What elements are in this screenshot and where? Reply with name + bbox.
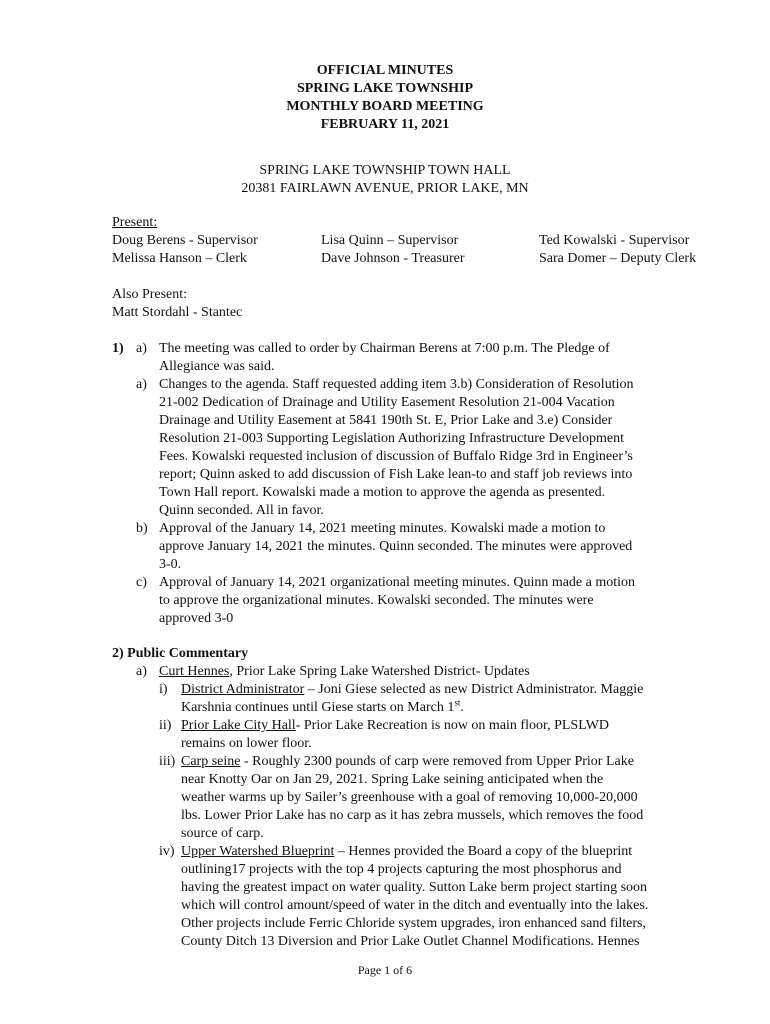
topic-text: – Hennes provided the Board a copy of the blueprint <box>334 844 633 859</box>
attendee: Doug Berens - Supervisor <box>112 233 258 248</box>
topic-text: - Prior Lake Recreation is now on main floor, PLSLWD <box>295 718 610 733</box>
paragraph-line <box>181 699 464 717</box>
speaker-affiliation: , Prior Lake Spring Lake Watershed District- Updates <box>229 664 530 679</box>
paragraph-line: County Ditch 13 Diversion and Prior Lake Outlet Channel Modifications. Hennes <box>181 934 640 949</box>
page-number: Page 1 of 6 <box>357 963 413 977</box>
paragraph-line: Town Hall report. Kowalski made a motion to approve the agenda as presented. <box>159 485 606 500</box>
paragraph-line <box>181 681 643 699</box>
attendee: Lisa Quinn – Supervisor <box>321 233 459 248</box>
topic-text: Karshnia continues until Giese starts on March 1 <box>181 700 455 715</box>
paragraph-line: The meeting was called to order by Chairman Berens at 7:00 p.m. The Pledge of <box>159 341 610 356</box>
item-marker: c) <box>136 575 147 590</box>
paragraph-line: Fees. Kowalski requested inclusion of discussion of Buffalo Ridge 3rd in Engineer’s <box>159 449 633 464</box>
title-line: SPRING LAKE TOWNSHIP <box>296 81 474 96</box>
paragraph-line: to approve the organizational minutes. Kowalski seconded. The minutes were <box>159 593 594 608</box>
item-marker: a) <box>136 341 147 356</box>
paragraph-line: 3-0. <box>159 557 182 572</box>
title-line: MONTHLY BOARD MEETING <box>286 99 484 114</box>
paragraph-line: which will control amount/speed of water in the ditch and eventually into the lakes. <box>181 898 649 913</box>
attendee: Ted Kowalski - Supervisor <box>539 233 690 248</box>
paragraph-line: Quinn seconded. All in favor. <box>159 503 324 518</box>
title-line: OFFICIAL MINUTES <box>316 63 454 78</box>
paragraph-line: remains on lower floor. <box>181 736 312 751</box>
item-number: 1) <box>112 341 124 356</box>
attendee: Matt Stordahl - Stantec <box>112 305 243 320</box>
paragraph-line: approved 3-0 <box>159 611 234 626</box>
also-present-label: Also Present: <box>112 287 188 302</box>
title-line: FEBRUARY 11, 2021 <box>320 117 450 132</box>
item-marker: a) <box>136 664 147 679</box>
venue-line: 20381 FAIRLAWN AVENUE, PRIOR LAKE, MN <box>241 181 529 196</box>
topic-title: Prior Lake City Hall <box>181 718 296 733</box>
topic-text: - Roughly 2300 pounds of carp were removed from Upper Prior Lake <box>240 754 634 769</box>
paragraph-line: having the greatest impact on water quality. Sutton Lake berm project starting soon <box>181 880 648 895</box>
paragraph-line: 21-002 Dedication of Drainage and Utility Easement Resolution 21-004 Vacation <box>159 395 615 410</box>
paragraph-line: weather warms up by Sailer’s greenhouse with a goal of removing 10,000-20,000 <box>181 790 638 805</box>
paragraph-line <box>159 663 530 681</box>
paragraph-line: report; Quinn asked to add discussion of Fish Lake lean-to and staff job reviews into <box>159 467 633 482</box>
paragraph-line <box>181 843 632 861</box>
section-heading: 2) Public Commentary <box>112 646 249 661</box>
paragraph-line: source of carp. <box>181 826 264 841</box>
paragraph-line <box>181 717 609 735</box>
paragraph-line: approve January 14, 2021 the minutes. Quinn seconded. The minutes were approved <box>159 539 633 554</box>
ordinal-suffix: st <box>454 697 461 708</box>
paragraph-line: Resolution 21-003 Supporting Legislation Authorizing Infrastructure Development <box>159 431 625 446</box>
attendee: Sara Domer – Deputy Clerk <box>539 251 697 266</box>
venue-block <box>0 162 770 198</box>
paragraph-line: Changes to the agenda. Staff requested adding item 3.b) Consideration of Resolution <box>159 377 634 392</box>
paragraph-line: lbs. Lower Prior Lake has no carp as it has zebra mussels, which removes the food <box>181 808 644 823</box>
paragraph-line: outlining17 projects with the top 4 projects capturing the most phosphorus and <box>181 862 622 877</box>
topic-title: Carp seine <box>181 754 241 769</box>
item-marker: b) <box>136 521 148 536</box>
document-title-block <box>0 62 770 134</box>
paragraph-line: Approval of the January 14, 2021 meeting minutes. Kowalski made a motion to <box>159 521 606 536</box>
topic-title: District Administrator <box>181 682 305 697</box>
item-marker: iv) <box>159 844 175 859</box>
paragraph-line: Approval of January 14, 2021 organizational meeting minutes. Quinn made a motion <box>159 575 636 590</box>
speaker-name: Curt Hennes <box>159 664 230 679</box>
topic-title: Upper Watershed Blueprint <box>181 844 335 859</box>
paragraph-line <box>181 753 634 771</box>
item-marker: iii) <box>159 754 176 769</box>
also-present-block <box>112 286 242 322</box>
topic-text: – Joni Giese selected as new District Administrator. Maggie <box>304 682 644 697</box>
paragraph-line: Drainage and Utility Easement at 5841 190th St. E, Prior Lake and 3.e) Consider <box>159 413 613 428</box>
item-marker: a) <box>136 377 147 392</box>
item-marker: ii) <box>159 718 172 733</box>
paragraph-line: Other projects include Ferric Chloride system upgrades, iron enhanced sand filters, <box>181 916 646 931</box>
paragraph-line: near Knotty Oar on Jan 29, 2021. Spring Lake seining anticipated when the <box>181 772 604 787</box>
attendee: Melissa Hanson – Clerk <box>112 251 247 266</box>
venue-line: SPRING LAKE TOWNSHIP TOWN HALL <box>259 163 511 178</box>
present-label: Present: <box>112 215 158 230</box>
attendee: Dave Johnson - Treasurer <box>321 251 465 266</box>
topic-text: . <box>460 700 464 715</box>
item-marker: i) <box>159 682 168 697</box>
paragraph-line: Allegiance was said. <box>159 359 275 374</box>
